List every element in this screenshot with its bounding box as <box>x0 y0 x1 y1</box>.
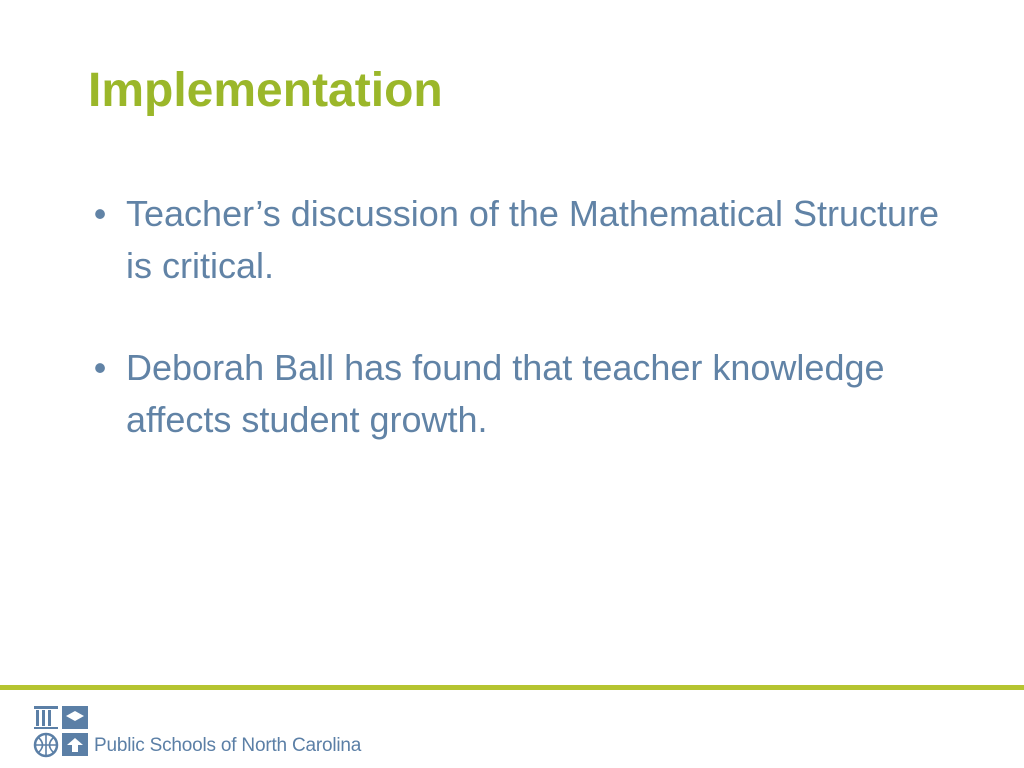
bullet-marker: • <box>93 347 107 388</box>
bullet-list <box>88 188 968 496</box>
ncdpi-logo-icon <box>32 702 90 760</box>
bullet-text: Deborah Ball has found that teacher knowledge affects student growth. <box>126 347 885 440</box>
footer <box>32 700 361 760</box>
bullet-text: Teacher’s discussion of the Mathematical Structure is critical. <box>126 193 940 286</box>
footer-divider <box>0 685 1024 690</box>
bullet-item <box>88 342 968 446</box>
bullet-item <box>88 188 968 292</box>
slide-title: Implementation <box>88 64 443 117</box>
bullet-marker: • <box>93 193 107 234</box>
footer-organization: Public Schools of North Carolina <box>94 735 362 756</box>
